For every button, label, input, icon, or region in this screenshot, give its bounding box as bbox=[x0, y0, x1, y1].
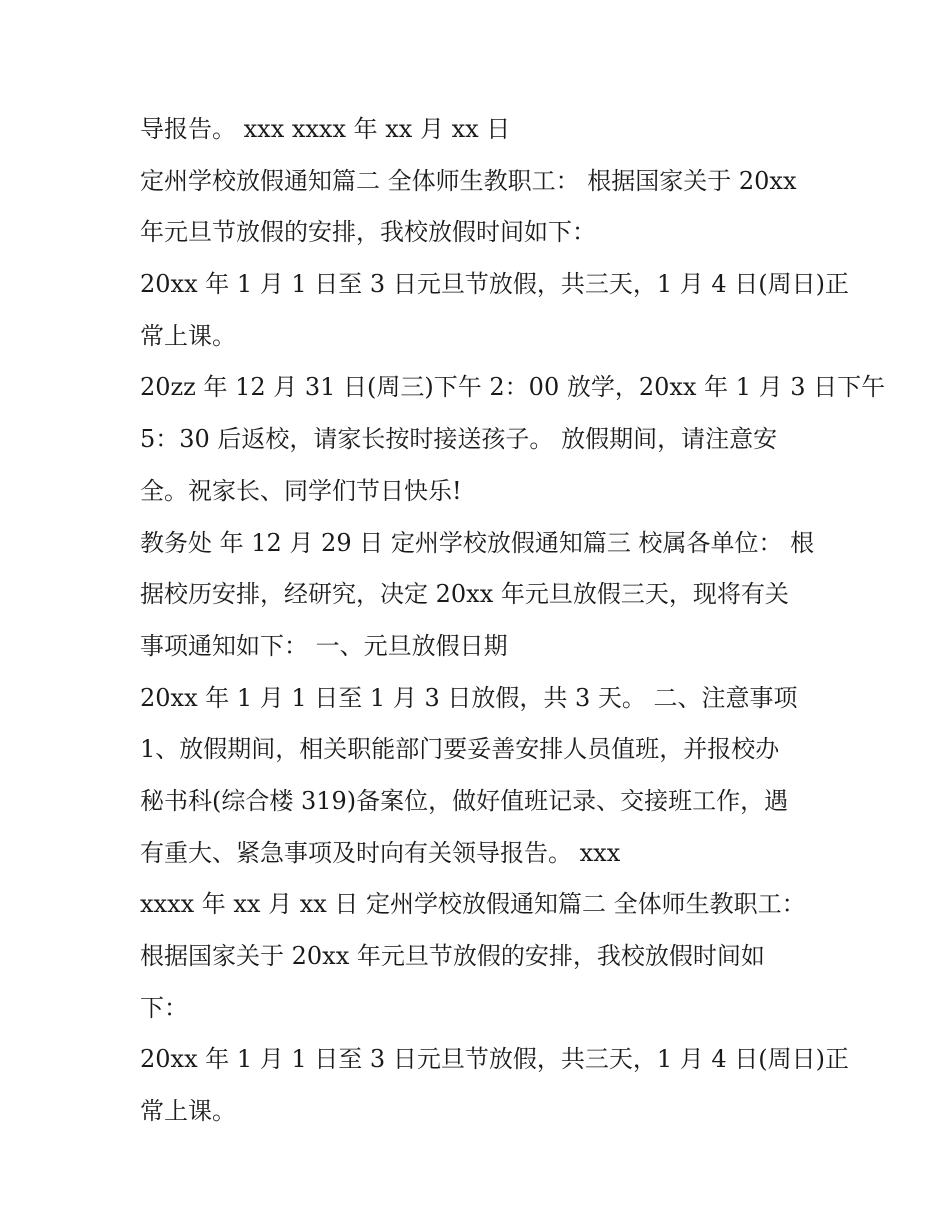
text-line: 常上课。 bbox=[140, 1097, 236, 1126]
text-line: 定州学校放假通知篇二 全体师生教职工： 根据国家关于 20xx bbox=[140, 166, 797, 195]
text-line: 全。祝家长、同学们节日快乐! bbox=[140, 476, 462, 505]
text-line: 20zz 年 12 月 31 日(周三)下午 2：00 放学，20xx 年 1 月 3 日下午 bbox=[140, 373, 886, 402]
text-line: 常上课。 bbox=[140, 321, 236, 350]
text-line: 1、放假期间，相关职能部门要妥善安排人员值班，并报校办 bbox=[140, 735, 780, 764]
text-line: 年元旦节放假的安排，我校放假时间如下： bbox=[140, 218, 596, 247]
text-line: 20xx 年 1 月 1 日至 1 月 3 日放假，共 3 天。 二、注意事项 bbox=[140, 683, 798, 712]
text-line: 据校历安排，经研究，决定 20xx 年元旦放假三天，现将有关 bbox=[140, 580, 789, 609]
text-line: 秘书科(综合楼 319)备案位，做好值班记录、交接班工作，遇 bbox=[140, 786, 789, 815]
text-line: 下： bbox=[140, 993, 188, 1022]
text-line: 5：30 后返校，请家长按时接送孩子。 放假期间，请注意安 bbox=[140, 425, 778, 454]
document-body bbox=[140, 104, 886, 1138]
text-line: 事项通知如下： 一、元旦放假日期 bbox=[140, 631, 508, 660]
text-line: xxxx 年 xx 月 xx 日 定州学校放假通知篇二 全体师生教职工： bbox=[140, 890, 806, 919]
text-line: 20xx 年 1 月 1 日至 3 日元旦节放假，共三天，1 月 4 日(周日)正 bbox=[140, 270, 849, 299]
text-line: 教务处 年 12 月 29 日 定州学校放假通知篇三 校属各单位： 根 bbox=[140, 528, 815, 557]
text-line: 根据国家关于 20xx 年元旦节放假的安排，我校放假时间如 bbox=[140, 942, 765, 970]
text-line: 导报告。 xxx xxxx 年 xx 月 xx 日 bbox=[140, 115, 511, 143]
text-line: 有重大、紧急事项及时向有关领导报告。 xxx bbox=[140, 838, 621, 867]
text-line: 20xx 年 1 月 1 日至 3 日元旦节放假，共三天，1 月 4 日(周日)正 bbox=[140, 1045, 849, 1074]
